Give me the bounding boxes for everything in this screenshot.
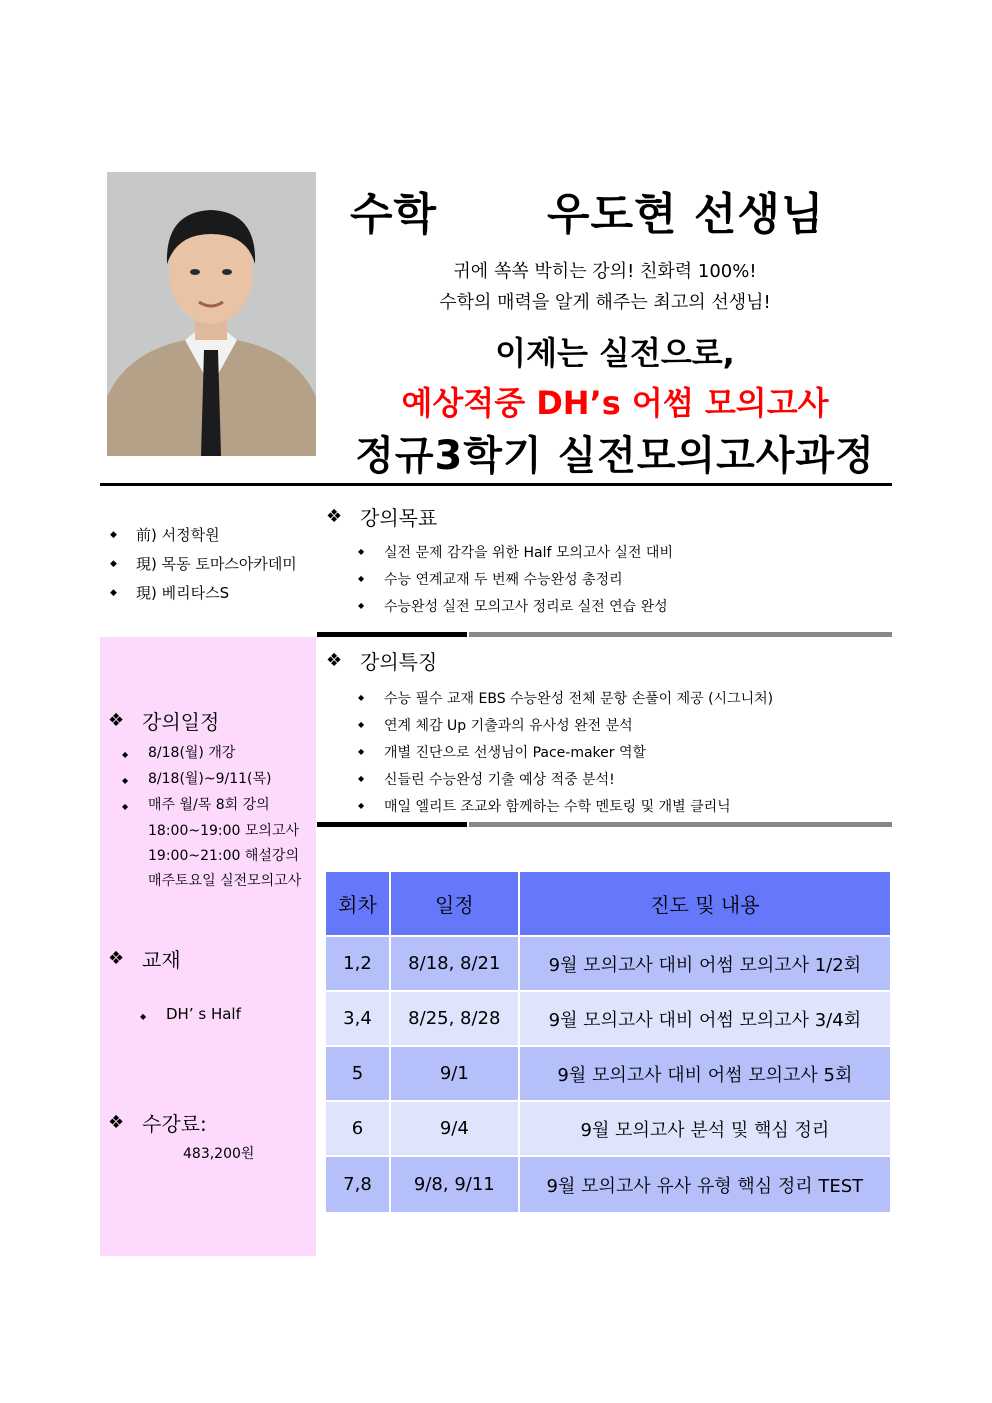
schedule-detail: 19:00~21:00 해설강의 xyxy=(148,848,299,864)
header-divider xyxy=(100,483,892,486)
section-divider xyxy=(317,632,892,637)
goal-item: ◆ 수능 연계교재 두 번째 수능완성 총정리 xyxy=(358,571,623,588)
diamond-bullet-icon: ◆ xyxy=(110,558,117,569)
fee-value: 483,200원 xyxy=(183,1146,255,1162)
schedule-detail: 18:00~19:00 모의고사 xyxy=(148,823,299,839)
features-list xyxy=(358,684,892,819)
diamond-bullet-icon: ◆ xyxy=(110,529,117,540)
diamond-bullet-icon: ◆ xyxy=(358,720,365,729)
textbook-heading: ❖ 교재 xyxy=(108,948,181,972)
four-diamond-icon: ❖ xyxy=(108,710,125,731)
table-cell: 9월 모의고사 대비 어썸 모의고사 5회 xyxy=(519,1046,891,1101)
four-diamond-icon: ❖ xyxy=(108,948,125,969)
schedule-table xyxy=(326,872,892,1214)
table-cell: 8/25, 8/28 xyxy=(390,991,519,1046)
diamond-bullet-icon: ◆ xyxy=(358,547,365,556)
table-row xyxy=(326,1046,891,1101)
teacher-name: 우도현 선생님 xyxy=(547,189,825,240)
four-diamond-icon: ❖ xyxy=(108,1112,125,1133)
course-title: 정규3학기 실전모의고사과정 xyxy=(355,433,875,479)
table-cell: 9/1 xyxy=(390,1046,519,1101)
diamond-bullet-icon: ◆ xyxy=(110,587,117,598)
table-cell: 9월 모의고사 분석 및 핵심 정리 xyxy=(519,1101,891,1156)
teacher-photo xyxy=(107,172,316,456)
feature-item: ◆ 매일 엘리트 조교와 함께하는 수학 멘토링 및 개별 클리닉 xyxy=(358,798,731,815)
page-title xyxy=(350,178,870,238)
diamond-bullet-icon: ◆ xyxy=(140,1012,147,1021)
tagline-2: 수학의 매력을 알게 해주는 최고의 선생님! xyxy=(439,292,771,313)
table-cell: 7,8 xyxy=(326,1156,390,1213)
goals-list xyxy=(358,538,892,619)
portrait-image xyxy=(107,172,316,456)
schedule-item: ◆ 매주 월/목 8회 강의 xyxy=(122,793,312,819)
section-divider xyxy=(317,822,892,827)
goals-heading: ❖ 강의목표 xyxy=(326,506,438,530)
table-row xyxy=(326,1156,891,1213)
feature-item: ◆ 개별 진단으로 선생님이 Pace-maker 역할 xyxy=(358,744,647,761)
schedule-item: ◆ 8/18(월)~9/11(목) xyxy=(122,767,312,793)
schedule-item: ◆ 8/18(월) 개강 xyxy=(122,741,312,767)
table-cell: 6 xyxy=(326,1101,390,1156)
schedule-heading: ❖ 강의일정 xyxy=(108,710,220,734)
table-header-row xyxy=(326,872,891,936)
diamond-bullet-icon: ◆ xyxy=(122,802,129,811)
feature-item: ◆ 신들린 수능완성 기출 예상 적중 분석! xyxy=(358,771,615,788)
table-cell: 3,4 xyxy=(326,991,390,1046)
features-heading: ❖ 강의특징 xyxy=(326,650,438,674)
four-diamond-icon: ❖ xyxy=(326,506,343,527)
table-cell: 5 xyxy=(326,1046,390,1101)
diamond-bullet-icon: ◆ xyxy=(358,601,365,610)
column-header: 진도 및 내용 xyxy=(519,872,891,936)
four-diamond-icon: ❖ xyxy=(326,650,343,671)
diamond-bullet-icon: ◆ xyxy=(122,750,129,759)
table-cell: 9월 모의고사 대비 어썸 모의고사 1/2회 xyxy=(519,936,891,991)
career-list xyxy=(108,520,318,607)
fee-heading: ❖ 수강료: xyxy=(108,1112,207,1136)
career-item: ◆ 前) 서정학원 xyxy=(110,526,220,544)
subject-label: 수학 xyxy=(350,189,438,240)
tagline-1: 귀에 쏙쏙 박히는 강의! 친화력 100%! xyxy=(453,261,757,282)
table-cell: 9/8, 9/11 xyxy=(390,1156,519,1213)
column-header: 회차 xyxy=(326,872,390,936)
goal-item: ◆ 실전 문제 감각을 위한 Half 모의고사 실전 대비 xyxy=(358,544,673,561)
table-row xyxy=(326,991,891,1046)
feature-item: ◆ 연계 체감 Up 기출과의 유사성 완전 분석 xyxy=(358,717,633,734)
schedule-detail: 매주토요일 실전모의고사 xyxy=(148,873,302,889)
diamond-bullet-icon: ◆ xyxy=(358,693,365,702)
career-item: ◆ 現) 목동 토마스아카데미 xyxy=(110,555,297,573)
career-item: ◆ 現) 베리타스S xyxy=(110,584,230,602)
headline-1: 이제는 실전으로, xyxy=(495,334,735,372)
table-cell: 1,2 xyxy=(326,936,390,991)
table-cell: 9/4 xyxy=(390,1101,519,1156)
column-header: 일정 xyxy=(390,872,519,936)
diamond-bullet-icon: ◆ xyxy=(358,574,365,583)
diamond-bullet-icon: ◆ xyxy=(122,776,129,785)
table-cell: 8/18, 8/21 xyxy=(390,936,519,991)
diamond-bullet-icon: ◆ xyxy=(358,747,365,756)
diamond-bullet-icon: ◆ xyxy=(358,801,365,810)
table-cell: 9월 모의고사 유사 유형 핵심 정리 TEST xyxy=(519,1156,891,1213)
table-row xyxy=(326,1101,891,1156)
table-row xyxy=(326,936,891,991)
diamond-bullet-icon: ◆ xyxy=(358,774,365,783)
table-cell: 9월 모의고사 대비 어썸 모의고사 3/4회 xyxy=(519,991,891,1046)
headline-2: 예상적중 DH’s 어썸 모의고사 xyxy=(401,384,829,422)
textbook-item: ◆ DH’ s Half xyxy=(140,1005,241,1023)
goal-item: ◆ 수능완성 실전 모의고사 정리로 실전 연습 완성 xyxy=(358,598,668,615)
feature-item: ◆ 수능 필수 교재 EBS 수능완성 전체 문항 손풀이 제공 (시그니처) xyxy=(358,690,774,707)
schedule-list xyxy=(122,741,312,894)
